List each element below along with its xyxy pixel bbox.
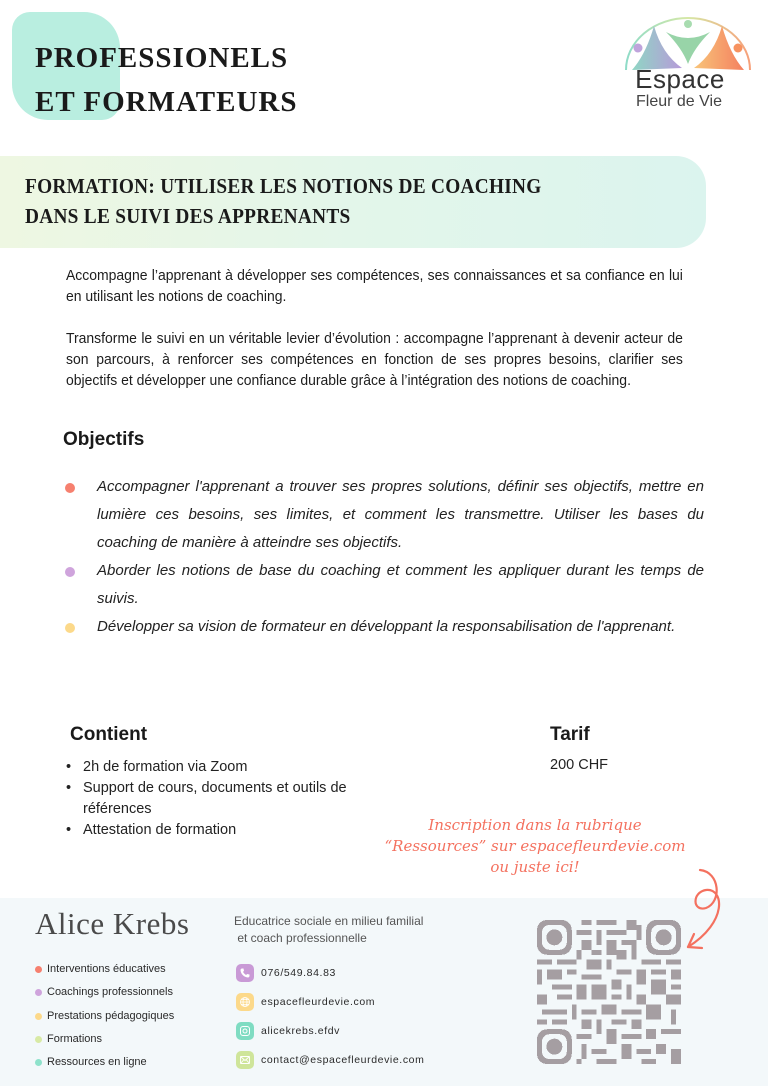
phone-number: 076/549.84.83 [261,966,336,979]
pricing-heading: Tarif [550,724,590,745]
service-label: Prestations pédagogiques [47,1009,175,1022]
services-list [35,958,174,1074]
bullet-dot-icon [35,1036,42,1043]
contact-phone[interactable] [236,958,424,987]
contact-email[interactable] [236,1045,424,1074]
page-title [35,36,298,124]
formation-title-line2: DANS LE SUIVI DES APPRENANTS [25,204,351,228]
intro-paragraph-2: Transforme le suivi en un véritable levier d’évolution : accompagne l’apprenant à devenir acteur de son parcours, à renforcer ses compétences en fonction de ses propres besoins, clarifier ses objectifs et développer une confiance durable grâce à l’intégration des notions de coaching. [66,331,683,389]
formation-title-line1: FORMATION: UTILISER LES NOTIONS DE COACHING [25,174,542,198]
service-item [35,958,174,981]
service-label: Ressources en ligne [47,1056,147,1069]
logo-name-line2: Fleur de Vie [636,93,722,110]
registration-note [350,815,720,878]
bullet-dot-icon [35,989,42,996]
instagram-handle: alicekrebs.efdv [261,1024,341,1037]
coach-role-line2: et coach professionnelle [234,931,367,945]
objective-text: Développer sa vision de formateur en développant la responsabilisation de l'apprenant. [97,618,676,635]
contents-item: • Attestation de formation [66,820,396,841]
logo-name-line1: Espace [635,64,725,94]
curly-arrow-icon [680,862,740,952]
service-label: Coachings professionnels [47,986,173,999]
registration-note-line3: ou juste ici! [490,858,580,876]
phone-icon [236,964,254,982]
page-title-line1: PROFESSIONELS [35,42,289,74]
objective-item [62,557,704,613]
contents-list [66,757,396,841]
bullet-dot-icon [35,1013,42,1020]
objectives-list [62,473,704,641]
intro-paragraph-1: Accompagne l’apprenant à développer ses compétences, ses connaissances et sa confiance en lui en utilisant les notions de coaching. [66,268,683,305]
intro-text [66,266,683,392]
bullet-dot-icon [65,623,75,633]
coach-name: Alice Krebs [35,906,190,941]
bullet-dot-icon [35,1059,42,1066]
objective-item [62,473,704,557]
contact-website[interactable] [236,987,424,1016]
contact-list [236,958,424,1074]
objective-text: Accompagner l'apprenant a trouver ses propres solutions, définir ses objectifs, mettre en lumière ces besoins, ses limites, et comment les transmettre. Utiliser les bases du coaching de manière à atteindre ses objectifs. [97,478,704,551]
coach-role-line1: Educatrice sociale en milieu familial [234,914,424,928]
formation-title [25,171,542,231]
website-link: espacefleurdevie.com [261,995,376,1008]
service-item [35,1051,174,1074]
email-address: contact@espacefleurdevie.com [261,1053,425,1066]
registration-note-line1: Inscription dans la rubrique [428,816,642,834]
coach-role [234,913,423,947]
service-label: Interventions éducatives [47,963,166,975]
globe-icon [236,993,254,1011]
mail-icon [236,1051,254,1069]
qr-code-icon[interactable] [537,920,681,1064]
objective-text: Aborder les notions de base du coaching et comment les appliquer durant les temps de suivis. [97,562,704,607]
instagram-icon [236,1022,254,1040]
objectives-heading: Objectifs [63,429,145,450]
contents-item: • 2h de formation via Zoom [66,757,396,778]
service-label: Formations [47,1032,103,1045]
objective-item [62,613,704,641]
bullet-dot-icon [65,567,75,577]
bullet-dot-icon [65,483,75,493]
bullet-dot-icon [35,966,42,973]
page-title-line2: ET FORMATEURS [35,86,298,118]
contents-heading: Contient [70,724,148,745]
contact-instagram[interactable] [236,1016,424,1045]
service-item [35,1005,174,1028]
price-value: 200 CHF [550,757,609,773]
registration-note-line2[interactable]: “Ressources” sur espacefleurdevie.com [384,837,686,855]
service-item [35,1028,174,1051]
contents-item: • Support de cours, documents et outils de références [66,778,396,820]
service-item [35,981,174,1004]
